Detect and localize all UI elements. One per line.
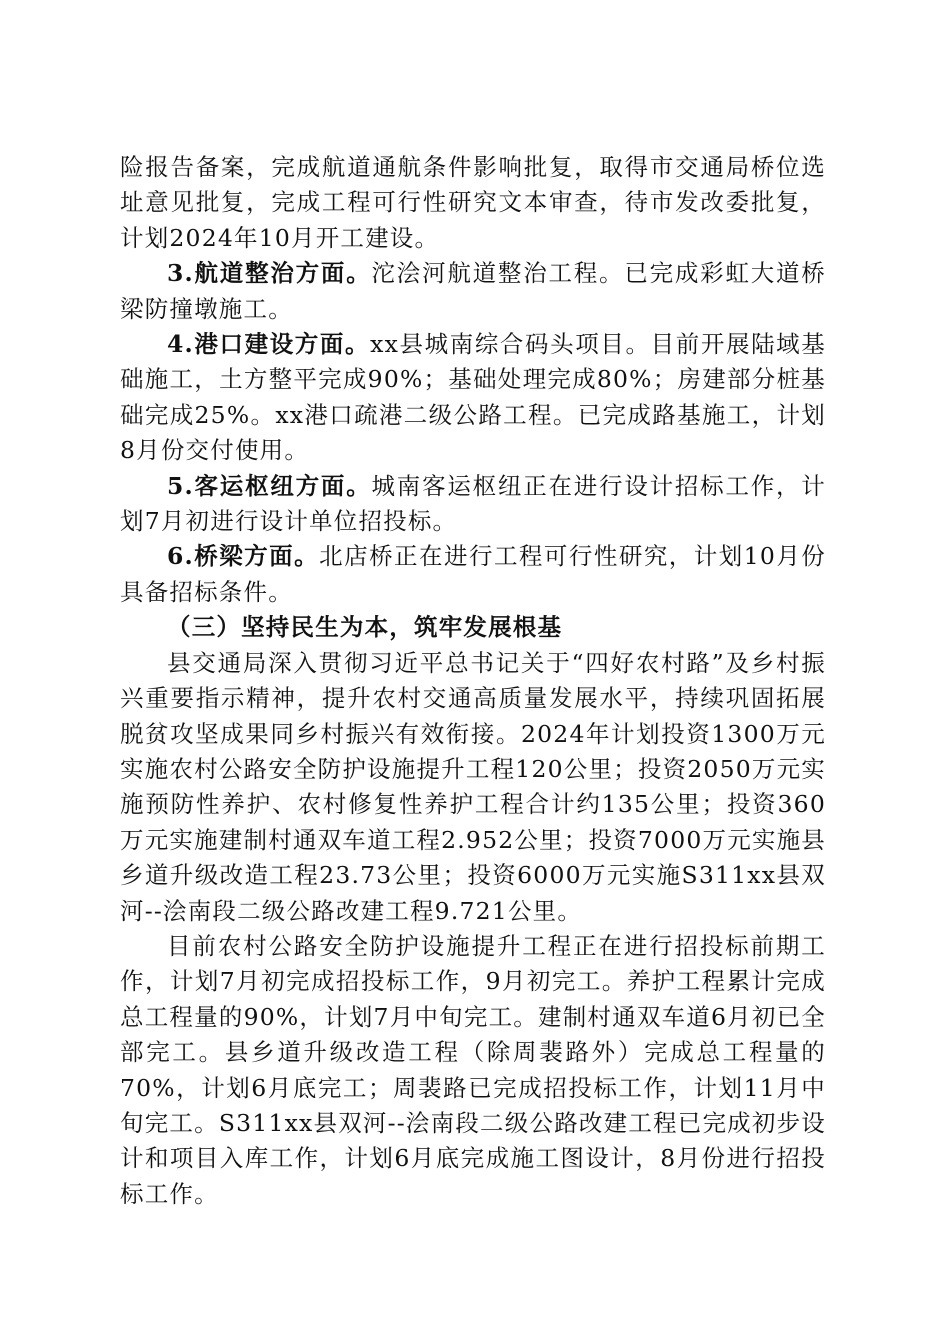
paragraph-passenger-hub — [120, 469, 826, 540]
paragraph-heading: 6.桥梁方面。 — [167, 542, 320, 571]
paragraph-text: 目前农村公路安全防护设施提升工程正在进行招投标前期工作，计划7月初完成招投标工作，9月初完工。养护工程累计完成总工程量的90%，计划7月中旬完工。建制村通双车道6月初已全部完工。县乡道升级改造工程（除周裴路外）完成总工程量的70%，计划6月底完工；周裴路已完成招投标工作，计划11月中旬完工。S311xx县双河--浍南段二级公路改建工程已完成初步设计和项目入库工作，计划6月底完成施工图设计，8月份进行招投标工作。 — [120, 931, 826, 1208]
paragraph-heading: 3.航道整治方面。 — [167, 259, 372, 288]
paragraph-heading: 4.港口建设方面。 — [167, 330, 371, 359]
paragraph-text: 沱浍河航道整治工程。已完成彩虹大道桥梁防撞墩施工。 — [120, 259, 826, 323]
paragraph-text: 城南客运枢纽正在进行设计招标工作，计划7月初进行设计单位招投标。 — [120, 471, 826, 536]
paragraph-bridge — [120, 539, 826, 610]
paragraph-text: xx县城南综合码头项目。目前开展陆域基础施工，土方整平完成90%；基础处理完成80%；房建部分桩基础完成25%。xx港口疏港二级公路工程。已完成路基施工，计划8月份交付使用。 — [120, 330, 826, 465]
paragraph-waterway — [120, 256, 826, 327]
paragraph-text: 县交通局深入贯彻习近平总书记关于“四好农村路”及乡村振兴重要指示精神，提升农村交通高质量发展水平，持续巩固拓展脱贫攻坚成果同乡村振兴有效衔接。2024年计划投资1300万元实施农村公路安全防护设施提升工程120公里；投资2050万元实施预防性养护、农村修复性养护工程合计约135公里；投资360万元实施建制村通双车道工程2.952公里；投资7000万元实施县乡道升级改造工程23.73公里；投资6000万元实施S311xx县双河--浍南段二级公路改建工程9.721公里。 — [120, 648, 826, 925]
paragraph-text: 北店桥正在进行工程可行性研究，计划10月份具备招标条件。 — [120, 542, 826, 606]
paragraph-rural-roads-plan — [120, 646, 826, 929]
paragraph-continuation — [120, 150, 826, 256]
paragraph-text: 险报告备案，完成航道通航条件影响批复，取得市交通局桥位选址意见批复，完成工程可行性研究文本审查，待市发改委批复，计划2024年10月开工建设。 — [120, 153, 826, 252]
paragraph-heading: 5.客运枢纽方面。 — [167, 471, 372, 500]
section-heading: （三）坚持民生为本，筑牢发展根基 — [167, 613, 563, 642]
paragraph-rural-roads-progress — [120, 929, 826, 1212]
paragraph-port — [120, 327, 826, 469]
document-page — [120, 150, 826, 1212]
